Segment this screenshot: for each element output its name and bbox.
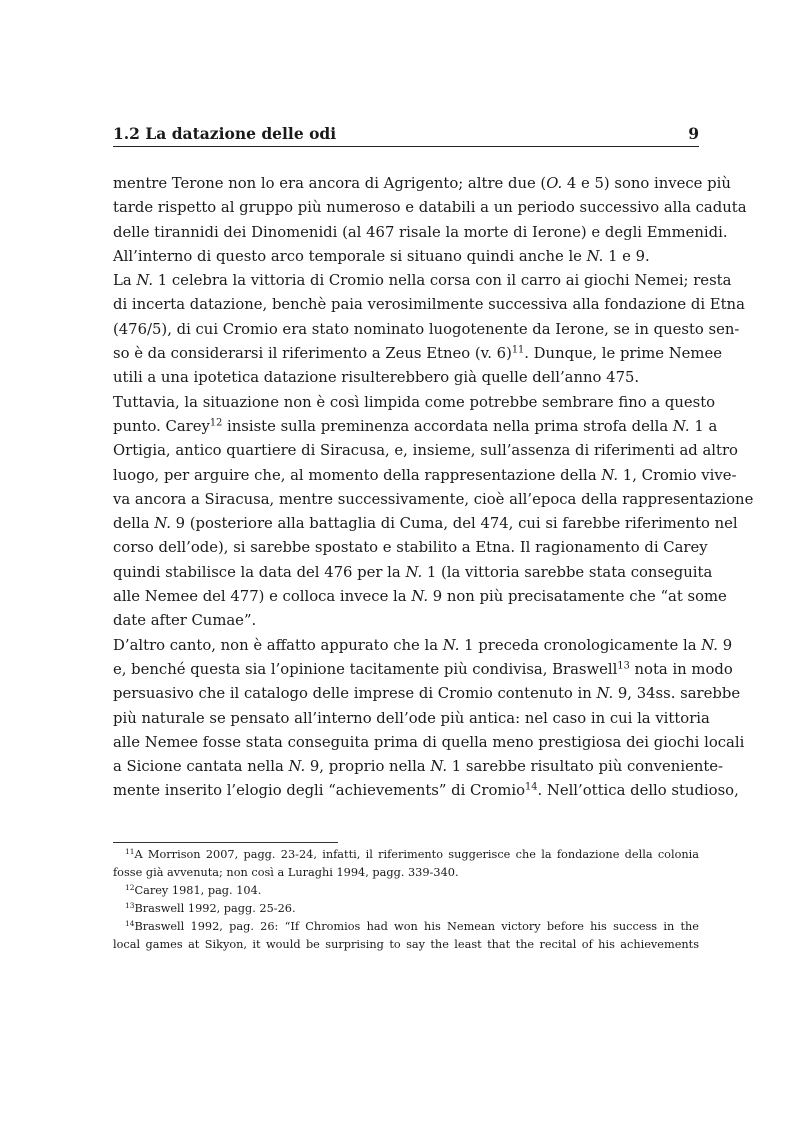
- footnote-ref-14[interactable]: 14: [525, 782, 538, 794]
- footnote-ref-11[interactable]: 11: [511, 344, 525, 356]
- text-line: mente inserito l’elogio degli “achievements” di Cromio$^{14}$. Nell’ottica dello studioso,: [113, 782, 739, 800]
- text-line: (476/5), di cui Cromio era stato nominato luogotenente da Ierone, se in questo sen-: [113, 320, 740, 338]
- text-line: D’altro canto, non è affatto appurato che la N. 1 preceda cronologicamente la N. 9: [113, 636, 733, 654]
- footnote-14-cont: local games at Sikyon, it would be surprising to say the least that the recital of his achievements: [113, 938, 699, 952]
- text-line: e, benché questa sia l’opinione tacitamente più condivisa, Braswell$^{13}$ nota in modo: [113, 660, 733, 678]
- text-line: so è da considerarsi il riferimento a Zeus Etneo (v. 6)$^{11}$. Dunque, le prime Nemee: [113, 344, 722, 363]
- text-line: corso dell’ode), si sarebbe spostato e stabilito a Etna. Il ragionamento di Carey: [113, 539, 708, 557]
- text-line: quindi stabilisce la data del 476 per la N. 1 (la vittoria sarebbe stata conseguita: [113, 563, 713, 581]
- text-line: delle tirannidi dei Dinomenidi (al 467 risale la morte di Ierone) e degli Emmenidi.: [113, 223, 728, 241]
- text-line: Tuttavia, la situazione non è così limpida come potrebbe sembrare fino a questo: [113, 393, 716, 411]
- footnotes: [113, 846, 699, 955]
- text-line: di incerta datazione, benchè paia verosimilmente successiva alla fondazione di Etna: [113, 296, 745, 314]
- text-line: più naturale se pensato all’interno dell’ode più antica: nel caso in cui la vittoria: [113, 709, 710, 727]
- footnote-13: $^{13}$Braswell 1992, pagg. 25-26.: [125, 901, 296, 916]
- footnote-11: $^{11}$A Morrison 2007, pagg. 23-24, infatti, il riferimento suggerisce che la fondazione della colonia: [125, 846, 699, 861]
- section-title: 1.2 La datazione delle odi: [113, 124, 337, 143]
- footnote-rule: [113, 842, 338, 843]
- text-line: alle Nemee del 477) e colloca invece la N. 9 non più precisatamente che “at some: [113, 588, 727, 606]
- text-line: della N. 9 (posteriore alla battaglia di Cuma, del 474, cui si farebbe riferimento nel: [113, 515, 738, 533]
- header-rule: [113, 146, 699, 147]
- text-line: alle Nemee fosse stata conseguita prima di quella meno prestigiosa dei giochi locali: [113, 733, 745, 751]
- text-line: All’interno di questo arco temporale si situano quindi anche le N. 1 e 9.: [113, 247, 650, 265]
- page-number: 9: [688, 124, 699, 143]
- footnote-11-cont: fosse già avvenuta; non così a Luraghi 1994, pagg. 339-340.: [113, 866, 459, 880]
- text-line: date after Cumae”.: [113, 612, 257, 630]
- text-line: va ancora a Siracusa, mentre successivamente, cioè all’epoca della rappresentazione: [113, 490, 754, 508]
- text-line: mentre Terone non lo era ancora di Agrigento; altre due (O. 4 e 5) sono invece più: [113, 175, 731, 192]
- running-head: [113, 124, 699, 143]
- footnote-ref-12[interactable]: 12: [209, 417, 223, 429]
- text-line: luogo, per arguire che, al momento della rappresentazione della N. 1, Cromio vive-: [113, 466, 737, 484]
- text-line: punto. Carey$^{12}$ insiste sulla preminenza accordata nella prima strofa della N. 1 a: [113, 417, 718, 435]
- text-line: persuasivo che il catalogo delle imprese di Cromio contenuto in N. 9, 34ss. sarebbe: [113, 685, 741, 703]
- footnote-ref-13[interactable]: 13: [617, 660, 630, 672]
- body-text: [113, 172, 754, 804]
- footnote-12: $^{12}$Carey 1981, pag. 104.: [125, 883, 262, 898]
- text-line: a Sicione cantata nella N. 9, proprio nella N. 1 sarebbe risultato più conveniente-: [113, 758, 724, 776]
- text-line: La N. 1 celebra la vittoria di Cromio nella corsa con il carro ai giochi Nemei; resta: [113, 272, 732, 290]
- footnote-14: $^{14}$Braswell 1992, pag. 26: “If Chromios had won his Nemean victory before his success in the: [125, 919, 699, 934]
- text-line: tarde rispetto al gruppo più numeroso e databili a un periodo successivo alla caduta: [113, 199, 747, 217]
- text-line: utili a una ipotetica datazione risulterebbero già quelle dell’anno 475.: [113, 369, 640, 387]
- text-line: Ortigia, antico quartiere di Siracusa, e, insieme, sull’assenza di riferimenti ad altro: [113, 442, 738, 460]
